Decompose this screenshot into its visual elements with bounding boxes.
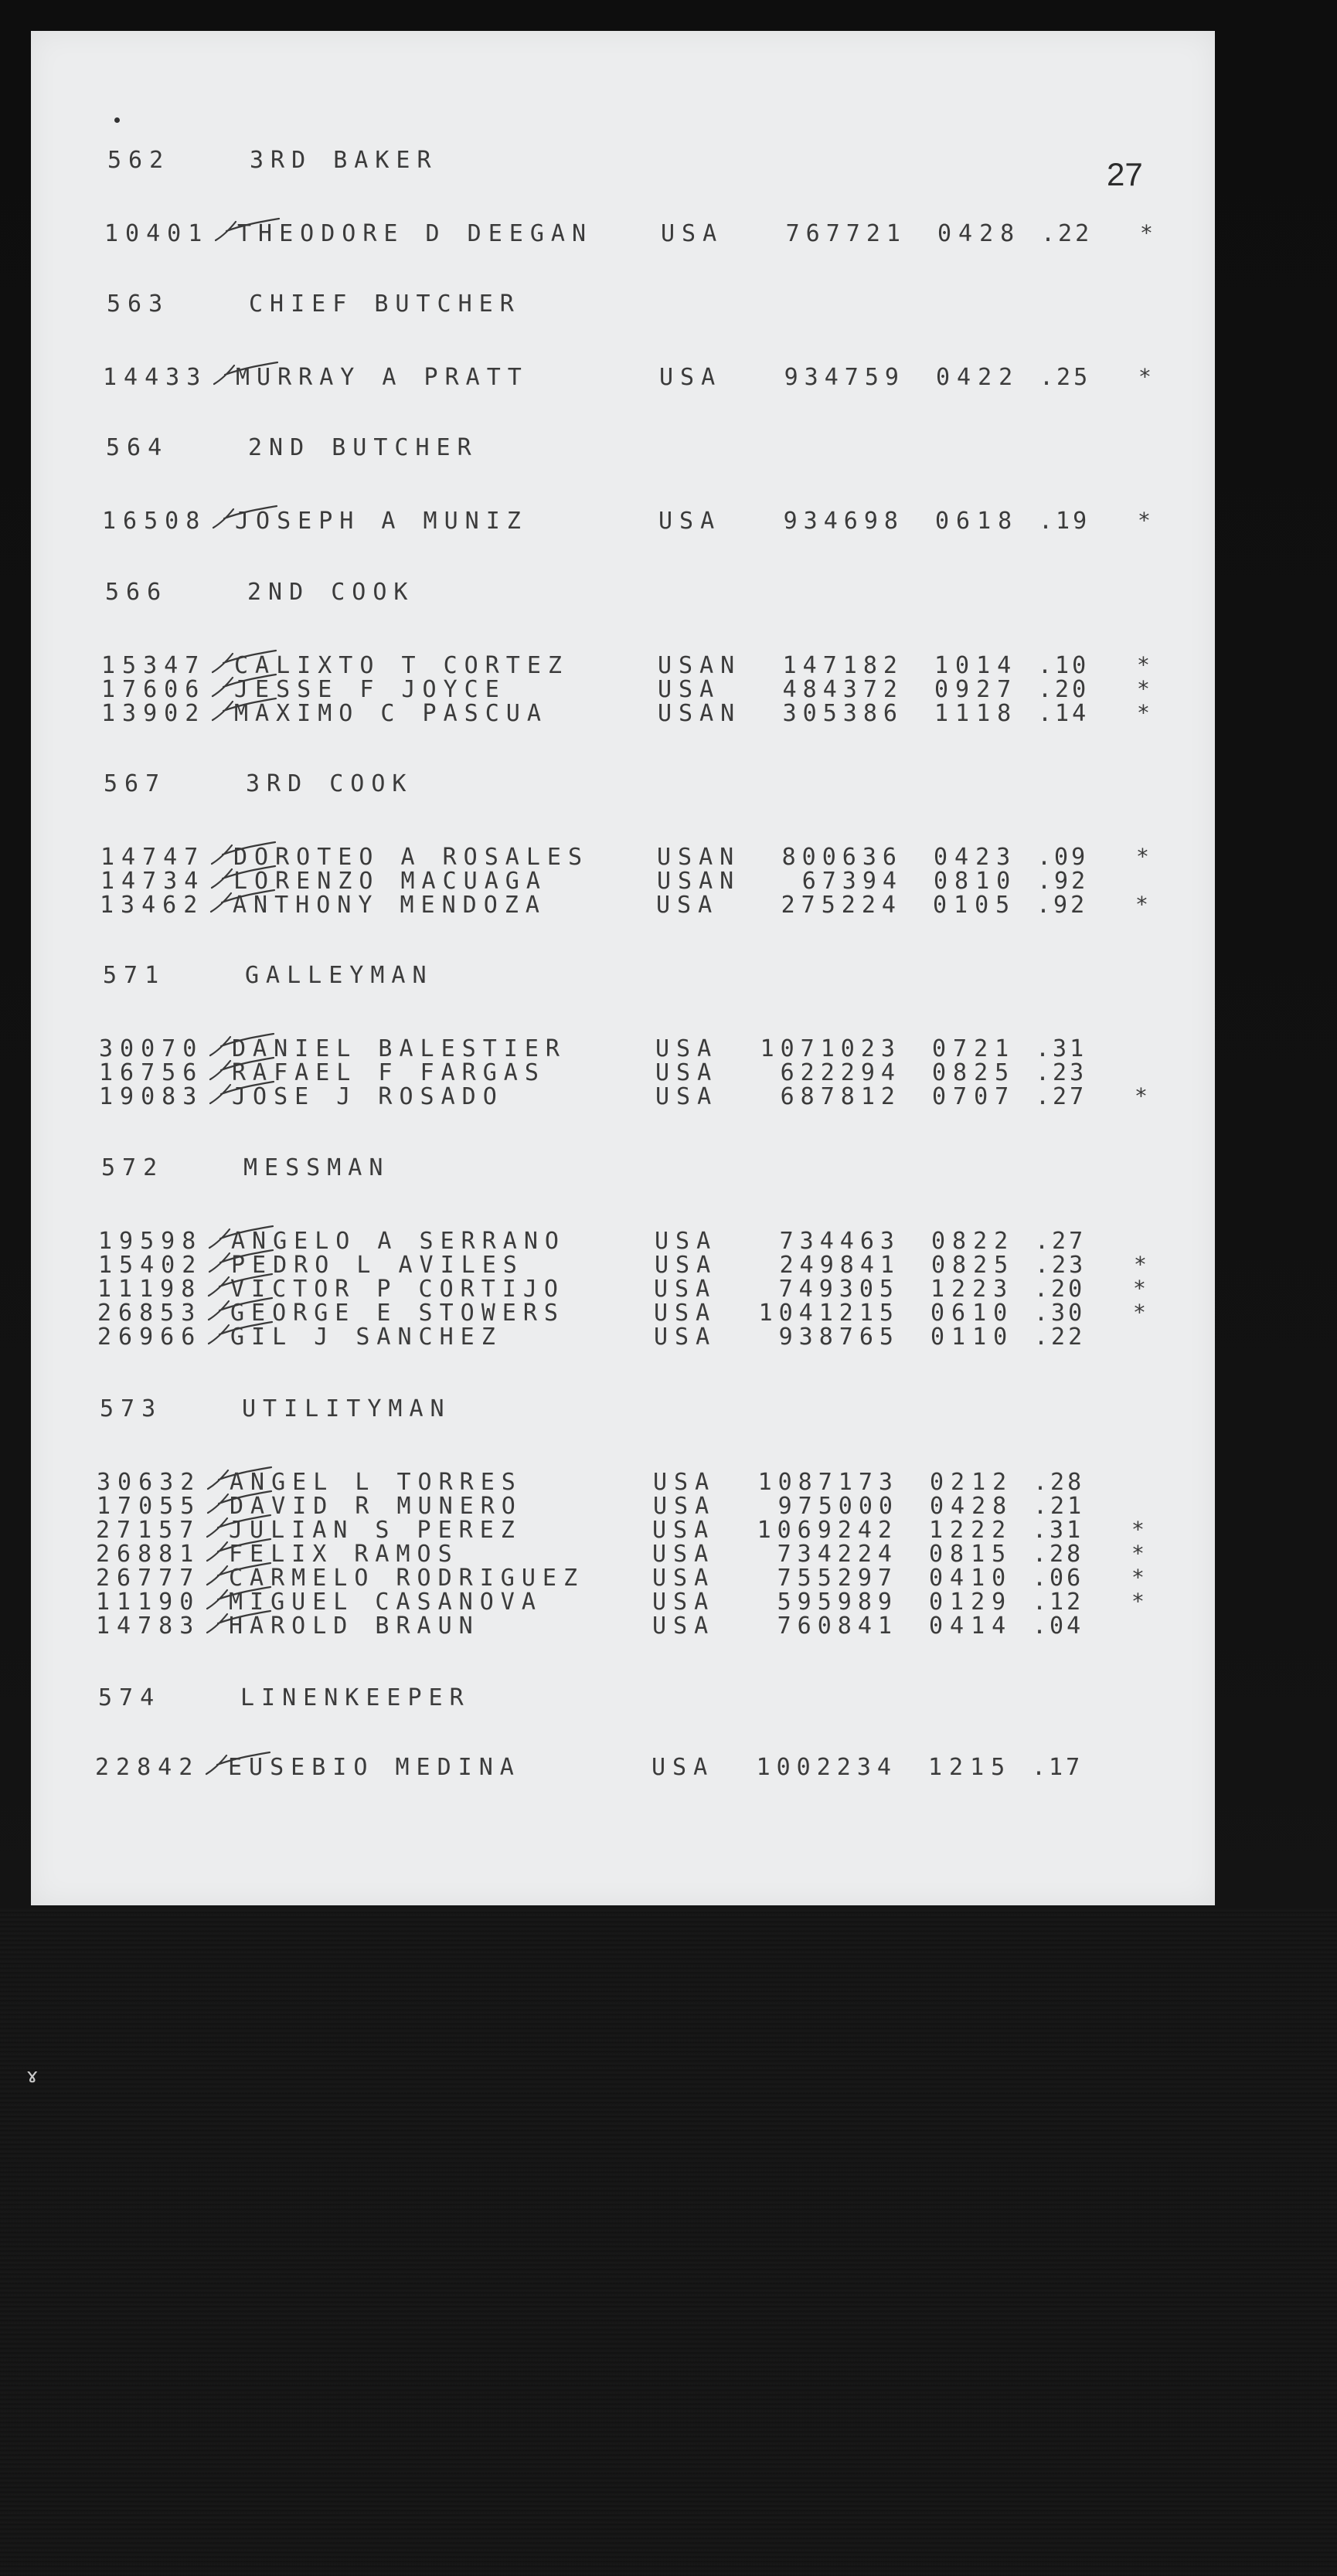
date-code: 0822	[931, 1228, 1016, 1255]
crew-number: 11190	[96, 1589, 201, 1616]
rate-value: .23	[1036, 1059, 1087, 1086]
crew-number: 15347	[101, 652, 206, 679]
rating-title: 2ND COOK	[247, 579, 415, 606]
rate-value: .23	[1035, 1252, 1087, 1279]
crew-row	[101, 676, 1183, 701]
nationality: USA	[656, 892, 720, 919]
nationality: USA	[653, 1493, 716, 1520]
asterisk-mark: *	[1131, 1589, 1152, 1614]
nationality: USA	[661, 220, 724, 247]
date-code: 0414	[929, 1613, 1013, 1640]
date-code: 1215	[928, 1754, 1012, 1781]
nationality: USA	[659, 364, 723, 391]
id-number: 595989	[777, 1589, 898, 1616]
id-number: 760841	[777, 1613, 898, 1640]
crew-row	[96, 1517, 1178, 1544]
id-number: 305386	[782, 700, 903, 727]
date-code: 0422	[936, 364, 1020, 391]
date-code: 1222	[929, 1517, 1013, 1544]
nationality: USA	[655, 1059, 719, 1086]
crew-number: 13902	[101, 700, 206, 727]
date-code: 0825	[931, 1252, 1016, 1279]
crew-name: PEDRO L AVILES	[231, 1252, 524, 1279]
id-number: 1002234	[756, 1754, 897, 1781]
crew-number: 11198	[97, 1276, 202, 1303]
stray-film-mark: ɤ	[26, 2065, 39, 2088]
rate-value: .12	[1033, 1589, 1084, 1616]
date-code: 1014	[934, 652, 1019, 679]
id-number: 800636	[781, 844, 903, 871]
asterisk-mark: *	[1137, 700, 1157, 726]
rating-code: 562	[107, 147, 171, 174]
crew-name: CARMELO RODRIGUEZ	[229, 1565, 585, 1592]
crew-row	[97, 1469, 1179, 1494]
crew-row	[96, 1541, 1178, 1568]
date-code: 0610	[930, 1300, 1015, 1327]
crew-number: 26966	[97, 1324, 202, 1351]
rating-title: 3RD BAKER	[250, 147, 438, 174]
date-code: 0105	[933, 892, 1017, 919]
rate-value: .22	[1034, 1324, 1086, 1351]
rating-title: UTILITYMAN	[242, 1395, 451, 1422]
asterisk-mark: *	[1138, 364, 1158, 389]
nationality: USAN	[658, 700, 742, 727]
crew-number: 16508	[102, 508, 207, 535]
crew-number: 17606	[101, 676, 206, 703]
id-number: 734463	[779, 1228, 900, 1255]
crew-row	[97, 1493, 1179, 1520]
date-code: 0825	[932, 1059, 1016, 1086]
crew-number: 30070	[99, 1035, 204, 1062]
crew-name: JULIAN S PEREZ	[229, 1517, 522, 1544]
date-code: 0721	[932, 1035, 1016, 1062]
rate-value: .19	[1039, 508, 1090, 535]
crew-number: 30632	[97, 1469, 202, 1496]
crew-name: CALIXTO T CORTEZ	[234, 652, 569, 679]
id-number: 734224	[777, 1541, 898, 1568]
crew-name: ANTHONY MENDOZA	[233, 892, 546, 919]
nationality: USA	[652, 1613, 716, 1640]
crew-row	[96, 1589, 1178, 1616]
date-code: 0110	[930, 1324, 1015, 1351]
rate-value: .31	[1033, 1517, 1084, 1544]
crew-name: LORENZO MACUAGA	[233, 868, 547, 895]
crew-row	[97, 1300, 1179, 1327]
asterisk-mark: *	[1140, 220, 1160, 246]
asterisk-mark: *	[1138, 508, 1158, 533]
asterisk-mark: *	[1131, 1565, 1152, 1590]
rating-title: 3RD COOK	[246, 770, 413, 797]
crew-number: 13462	[100, 892, 205, 919]
date-code: 0129	[929, 1589, 1013, 1616]
rate-value: .28	[1033, 1541, 1084, 1568]
date-code: 0428	[930, 1493, 1014, 1520]
crew-row	[101, 652, 1183, 677]
rate-value: .92	[1036, 892, 1088, 919]
crew-number: 19598	[98, 1228, 203, 1255]
nationality: USA	[652, 1589, 716, 1616]
rate-value: .06	[1033, 1565, 1084, 1592]
rate-value: .27	[1036, 1083, 1087, 1110]
rating-code: 563	[107, 291, 170, 318]
id-number: 1041215	[758, 1300, 900, 1327]
rating-code: 574	[98, 1684, 162, 1711]
page-number: 27	[1107, 156, 1143, 192]
crew-number: 17055	[97, 1493, 202, 1520]
crew-name: THEODORE D DEEGAN	[237, 220, 594, 247]
id-number: 938765	[778, 1324, 900, 1351]
rate-value: .10	[1038, 652, 1090, 679]
crew-row	[97, 1324, 1179, 1351]
nationality: USA	[651, 1754, 715, 1781]
crew-row	[103, 364, 1185, 389]
rating-title: CHIEF BUTCHER	[249, 291, 521, 318]
crew-name: DANIEL BALESTIER	[232, 1035, 566, 1062]
crew-number: 15402	[98, 1252, 203, 1279]
id-number: 249841	[779, 1252, 900, 1279]
rate-value: .92	[1037, 868, 1089, 895]
crew-name: ANGELO A SERRANO	[231, 1228, 566, 1255]
rating-title: LINENKEEPER	[240, 1684, 471, 1711]
crew-name: JOSEPH A MUNIZ	[235, 508, 528, 535]
crew-row	[95, 1754, 1177, 1779]
crew-name: HAROLD BRAUN	[229, 1613, 480, 1640]
crew-row	[98, 1228, 1180, 1255]
crew-name: DOROTEO A ROSALES	[233, 844, 590, 871]
crew-row	[98, 1252, 1180, 1279]
crew-name: MURRAY A PRATT	[236, 364, 529, 391]
crew-number: 22842	[95, 1754, 200, 1781]
crew-row	[99, 1059, 1181, 1084]
rating-code: 566	[105, 579, 168, 606]
id-number: 67394	[801, 868, 903, 895]
crew-name: VICTOR P CORTIJO	[230, 1276, 565, 1303]
rate-value: .30	[1034, 1300, 1086, 1327]
nationality: USA	[652, 1541, 716, 1568]
nationality: USAN	[657, 844, 741, 871]
rating-title: MESSMAN	[243, 1154, 390, 1181]
date-code: 0707	[932, 1083, 1016, 1110]
asterisk-mark: *	[1133, 1276, 1153, 1301]
id-number: 275224	[781, 892, 902, 919]
nationality: USA	[655, 1252, 718, 1279]
crew-row	[99, 1035, 1181, 1060]
asterisk-mark: *	[1135, 1083, 1155, 1109]
nationality: USA	[658, 508, 722, 535]
id-number: 934698	[783, 508, 904, 535]
id-number: 1087173	[757, 1469, 899, 1496]
date-code: 1118	[934, 700, 1019, 727]
crew-name: JESSE F JOYCE	[234, 676, 506, 703]
ink-dot	[114, 117, 120, 123]
nationality: USA	[652, 1565, 716, 1592]
id-number: 687812	[780, 1083, 901, 1110]
rate-value: .14	[1038, 700, 1090, 727]
date-code: 0618	[935, 508, 1019, 535]
crew-row	[96, 1565, 1178, 1592]
nationality: USA	[654, 1324, 717, 1351]
date-code: 0410	[929, 1565, 1013, 1592]
crew-name: GIL J SANCHEZ	[230, 1324, 502, 1351]
crew-row	[101, 700, 1183, 725]
asterisk-mark: *	[1134, 1252, 1154, 1277]
id-number: 1071023	[760, 1035, 901, 1062]
nationality: USA	[655, 1035, 719, 1062]
crew-number: 10401	[104, 220, 209, 247]
typed-crew-list-page	[31, 31, 1215, 1905]
crew-name: FELIX RAMOS	[229, 1541, 459, 1568]
crew-number: 16756	[99, 1059, 204, 1086]
id-number: 147182	[782, 652, 903, 679]
id-number: 484372	[782, 676, 903, 703]
crew-number: 27157	[96, 1517, 201, 1544]
asterisk-mark: *	[1135, 892, 1155, 917]
id-number: 749305	[778, 1276, 900, 1303]
rate-value: .20	[1034, 1276, 1086, 1303]
asterisk-mark: *	[1136, 844, 1156, 869]
crew-row	[102, 508, 1184, 535]
id-number: 755297	[777, 1565, 898, 1592]
id-number: 934759	[784, 364, 905, 391]
rate-value: .21	[1033, 1493, 1085, 1520]
crew-name: DAVID R MUNERO	[230, 1493, 522, 1520]
rating-code: 571	[103, 962, 166, 989]
crew-number: 14747	[100, 844, 206, 871]
crew-number: 19083	[99, 1083, 204, 1110]
rating-code: 567	[104, 770, 167, 797]
crew-number: 26853	[97, 1300, 202, 1327]
crew-name: RAFAEL F FARGAS	[232, 1059, 546, 1086]
date-code: 0810	[934, 868, 1018, 895]
crew-row	[96, 1613, 1178, 1640]
crew-number: 26881	[96, 1541, 201, 1568]
rate-value: .04	[1033, 1613, 1084, 1640]
crew-row	[99, 1083, 1181, 1108]
id-number: 767721	[785, 220, 907, 247]
rate-value: .25	[1039, 364, 1091, 391]
crew-name: MIGUEL CASANOVA	[229, 1589, 543, 1616]
nationality: USAN	[658, 652, 742, 679]
asterisk-mark: *	[1131, 1517, 1152, 1542]
rate-value: .31	[1036, 1035, 1087, 1062]
date-code: 1223	[930, 1276, 1015, 1303]
rating-title: GALLEYMAN	[245, 962, 434, 989]
asterisk-mark: *	[1137, 652, 1157, 678]
rate-value: .22	[1041, 220, 1093, 247]
crew-row	[100, 868, 1182, 895]
asterisk-mark: *	[1133, 1300, 1153, 1325]
nationality: USA	[653, 1469, 716, 1496]
crew-number: 14783	[96, 1613, 201, 1640]
nationality: USAN	[657, 868, 741, 895]
id-number: 975000	[777, 1493, 899, 1520]
rate-value: .17	[1032, 1754, 1084, 1781]
rate-value: .20	[1038, 676, 1090, 703]
crew-row	[104, 220, 1186, 245]
crew-name: GEORGE E STOWERS	[230, 1300, 565, 1327]
asterisk-mark: *	[1131, 1541, 1152, 1566]
crew-number: 26777	[96, 1565, 201, 1592]
rating-code: 572	[101, 1154, 165, 1181]
date-code: 0815	[929, 1541, 1013, 1568]
crew-name: MAXIMO C PASCUA	[234, 700, 548, 727]
crew-name: ANGEL L TORRES	[230, 1469, 522, 1496]
rate-value: .09	[1037, 844, 1089, 871]
crew-number: 14734	[100, 868, 206, 895]
crew-row	[100, 844, 1182, 871]
nationality: USA	[658, 676, 721, 703]
date-code: 0423	[934, 844, 1018, 871]
asterisk-mark: *	[1137, 676, 1157, 702]
id-number: 622294	[780, 1059, 901, 1086]
nationality: USA	[654, 1276, 717, 1303]
date-code: 0212	[930, 1469, 1014, 1496]
crew-row	[100, 892, 1182, 919]
crew-name: JOSE J ROSADO	[232, 1083, 504, 1110]
rate-value: .27	[1035, 1228, 1087, 1255]
rating-title: 2ND BUTCHER	[248, 434, 478, 461]
date-code: 0927	[934, 676, 1019, 703]
nationality: USA	[652, 1517, 716, 1544]
date-code: 0428	[937, 220, 1022, 247]
nationality: USA	[655, 1228, 718, 1255]
crew-number: 14433	[103, 364, 208, 391]
nationality: USA	[654, 1300, 717, 1327]
nationality: USA	[655, 1083, 719, 1110]
blank-film-area	[0, 1908, 1337, 2576]
id-number: 1069242	[757, 1517, 898, 1544]
crew-row	[97, 1276, 1179, 1303]
rating-code: 573	[100, 1395, 163, 1422]
rating-code: 564	[106, 434, 169, 461]
rate-value: .28	[1033, 1469, 1085, 1496]
crew-name: EUSEBIO MEDINA	[228, 1754, 521, 1781]
